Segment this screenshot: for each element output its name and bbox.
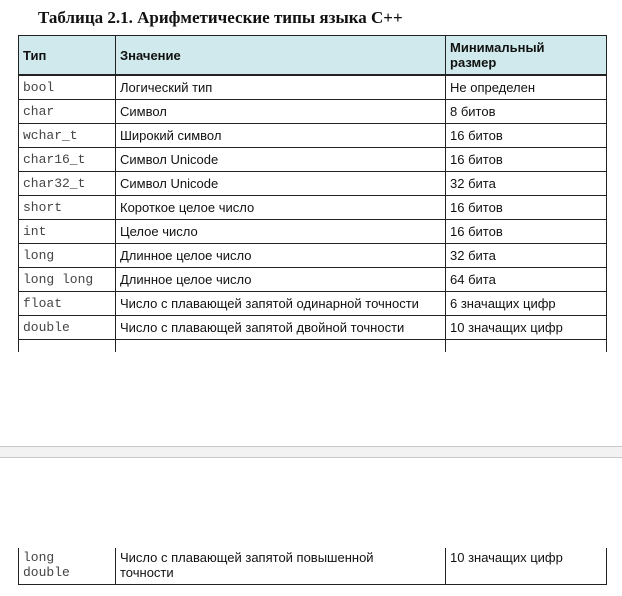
meaning-cell: Широкий символ — [116, 124, 446, 148]
meaning-cell: Целое число — [116, 220, 446, 244]
type-cell: char — [19, 100, 116, 124]
meaning-cell: Логический тип — [116, 75, 446, 100]
table-row — [19, 196, 607, 220]
table-row — [19, 100, 607, 124]
table-row — [19, 148, 607, 172]
table-row — [19, 75, 607, 100]
size-cell: 10 значащих цифр — [446, 548, 607, 585]
type-line1: long — [23, 550, 55, 565]
size-cell: 16 битов — [446, 148, 607, 172]
empty-cell — [446, 340, 607, 353]
type-line2: double — [23, 565, 70, 580]
arithmetic-types-table — [18, 35, 607, 352]
header-meaning: Значение — [116, 36, 446, 76]
meaning-cell: Длинное целое число — [116, 268, 446, 292]
header-type: Тип — [19, 36, 116, 76]
type-cell: short — [19, 196, 116, 220]
table-row — [19, 548, 607, 585]
type-cell: long long — [19, 268, 116, 292]
table-row — [19, 124, 607, 148]
type-cell: char16_t — [19, 148, 116, 172]
table-row — [19, 316, 607, 340]
table-row — [19, 220, 607, 244]
size-cell: 64 бита — [446, 268, 607, 292]
type-cell: float — [19, 292, 116, 316]
table-row-continuation — [19, 340, 607, 353]
meaning-cell: Длинное целое число — [116, 244, 446, 268]
empty-cell — [116, 340, 446, 353]
table-row — [19, 268, 607, 292]
size-cell: 32 бита — [446, 172, 607, 196]
meaning-cell: Короткое целое число — [116, 196, 446, 220]
table-header-row — [19, 36, 607, 76]
size-cell: 32 бита — [446, 244, 607, 268]
meaning-cell: Символ Unicode — [116, 172, 446, 196]
page-break — [0, 446, 622, 458]
size-cell: 10 значащих цифр — [446, 316, 607, 340]
header-min-size — [446, 36, 607, 76]
empty-cell — [19, 340, 116, 353]
table-row — [19, 244, 607, 268]
arithmetic-types-table-continued — [18, 548, 607, 585]
type-cell: long — [19, 244, 116, 268]
meaning-cell: Символ — [116, 100, 446, 124]
type-cell: double — [19, 316, 116, 340]
size-cell: 8 битов — [446, 100, 607, 124]
table-row — [19, 172, 607, 196]
meaning-line2: точности — [120, 565, 174, 580]
meaning-cell: Число с плавающей запятой одинарной точности — [116, 292, 446, 316]
header-min-size-line2: размер — [450, 55, 497, 70]
header-min-size-line1: Минимальный — [450, 40, 545, 55]
meaning-cell: Число с плавающей запятой двойной точности — [116, 316, 446, 340]
type-cell: bool — [19, 75, 116, 100]
size-cell: Не определен — [446, 75, 607, 100]
table-row — [19, 292, 607, 316]
type-cell: wchar_t — [19, 124, 116, 148]
type-cell — [19, 548, 116, 585]
size-cell: 16 битов — [446, 196, 607, 220]
size-cell: 16 битов — [446, 124, 607, 148]
meaning-line1: Число с плавающей запятой повышенной — [120, 550, 374, 565]
size-cell: 16 битов — [446, 220, 607, 244]
size-cell: 6 значащих цифр — [446, 292, 607, 316]
meaning-cell — [116, 548, 446, 585]
meaning-cell: Символ Unicode — [116, 148, 446, 172]
table-caption: Таблица 2.1. Арифметические типы языка C++ — [38, 8, 403, 27]
type-cell: char32_t — [19, 172, 116, 196]
type-cell: int — [19, 220, 116, 244]
